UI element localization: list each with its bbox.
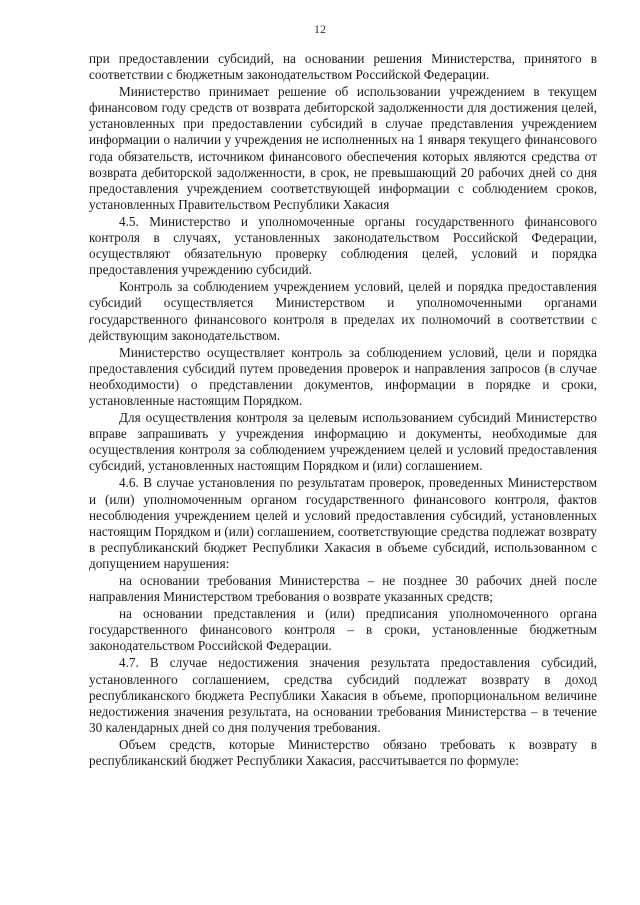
document-body <box>89 51 597 769</box>
paragraph-4-7: 4.7. В случае недостижения значения результата предоставления субсидий, установленного соглашением, средства субсидий подлежат возврату в доход республиканского бюджета Республики Хакасия в объеме, пропорциональном величине недостижения значения результата, на основании требования Министерства – в течение 30 календарных дней со дня получения требования. <box>89 655 597 735</box>
paragraph-control: Контроль за соблюдением учреждением условий, целей и порядка предоставления субсидий осуществляется Министерством и уполномоченными органами государственного финансового контроля в пределах их полномочий в соответствии с действующим законодательством. <box>89 279 597 343</box>
paragraph-prescription: на основании представления и (или) предписания уполномоченного органа государственного финансового контроля – в сроки, установленные бюджетным законодательством Российской Федерации. <box>89 606 597 654</box>
paragraph-receivables-decision: Министерство принимает решение об использовании учреждением в текущем финансовом году средств от возврата дебиторской задолженности для достижения целей, установленных при предоставлении субсидий в случае представления учреждением информации о наличии у учреждения не исполненных на 1 января текущего финансового года обязательств, источником финансового обеспечения которых являются средства от возврата дебиторской задолженности, в срок, не превышающий 20 рабочих дней со дня предоставления учреждением соответствующей информации с соблюдением сроков, установленных Правительством Республики Хакасия <box>89 84 597 212</box>
paragraph-ministry-requirement: на основании требования Министерства – не позднее 30 рабочих дней после направления Министерством требования о возврате указанных средств; <box>89 573 597 605</box>
paragraph-formula-intro: Объем средств, которые Министерство обязано требовать к возврату в республиканский бюджет Республики Хакасия, рассчитывается по формуле: <box>89 736 597 769</box>
paragraph-4-6: 4.6. В случае установления по результатам проверок, проведенных Министерством и (или) уполномоченным органом государственного финансового контроля, фактов несоблюдения учреждением целей и условий предоставления субсидий, установленных настоящим Порядком и (или) соглашением, соответствующие средства подлежат возврату в республиканский бюджет Республики Хакасия в объеме субсидий, использованном с допущением нарушения: <box>89 475 597 571</box>
paragraph-4-5: 4.5. Министерство и уполномоченные органы государственного финансового контроля в случаях, установленных законодательством Российской Федерации, осуществляют обязательную проверку соблюдения целей, условий и порядка предоставления учреждению субсидий. <box>89 213 597 278</box>
paragraph-ministry-control: Министерство осуществляет контроль за соблюдением условий, цели и порядка предоставления субсидий путем проведения проверок и направления запросов (в случае необходимости) о представлении документов, информации в порядке и сроки, установленные настоящим Порядком. <box>89 344 597 408</box>
paragraph-continuation: при предоставлении субсидий, на основании решения Министерства, принятого в соответствии с бюджетным законодательством Российской Федерации. <box>89 51 597 83</box>
page-number: 12 <box>314 22 326 36</box>
paragraph-requests: Для осуществления контроля за целевым использованием субсидий Министерство вправе запрашивать у учреждения информацию и документы, необходимые для осуществления контроля за соблюдением учреждением целей и условий предоставления субсидий, установленных настоящим Порядком и (или) соглашением. <box>89 410 597 474</box>
